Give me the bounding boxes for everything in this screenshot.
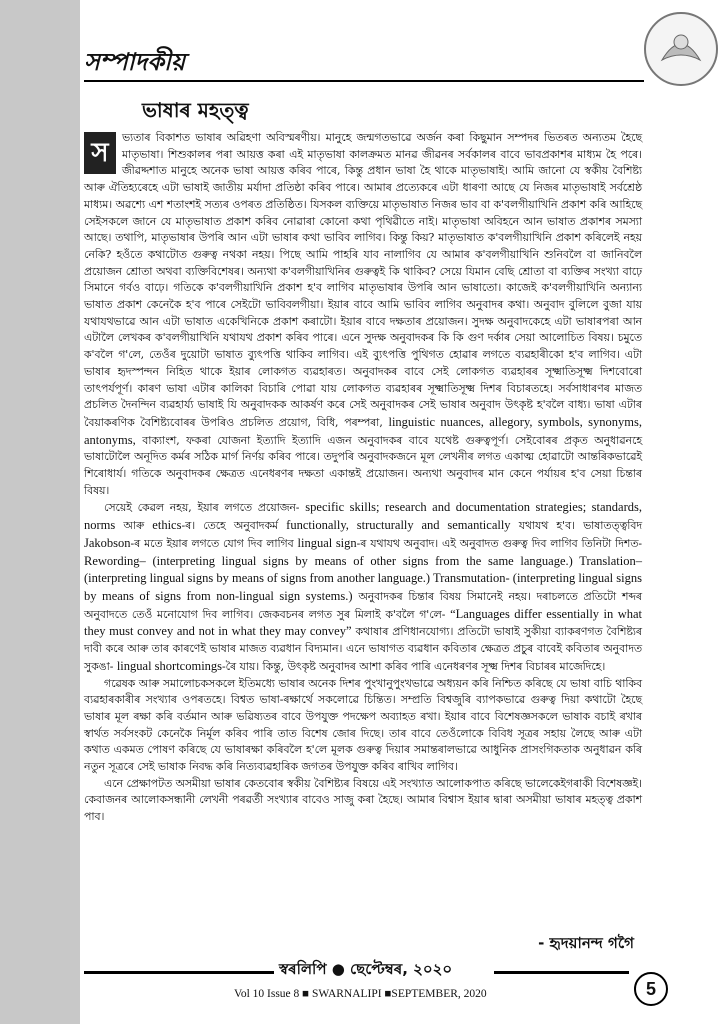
p2-i: -ৰ মতে ইয়াৰ লগতে যোগ দিব লাগিব [130, 536, 294, 550]
header-rule [84, 80, 644, 82]
footer-rule-left [84, 971, 274, 974]
p2-f: functionally, structurally and semantically [286, 518, 511, 533]
footer-issue-line: Vol 10 Issue 8 ■ SWARNALIPI ■SEPTEMBER, 2020 [234, 988, 487, 1000]
paragraph-1-latin: linguistic nuances, allegory, symbols, synonyms, antonyms, [84, 414, 642, 447]
paragraph-3: গৱেষক আৰু সমালোচকসকলে ইতিমধ্যে ভাষাৰ অনেক দিশৰ পুংখানুপুংখভাৱে অধ্যয়ন কৰি নিশ্চিত কৰিছে যে ভাষা বাচি থাকিব ব্যৱহাৰকাৰীৰ সংখ্যাৰ ওপৰতহে। বিশ্বত ভাষা-ৰক্ষাৰ্থে সকলোৱে চিন্তিত। সম্প্ৰতি বিশ্বজুৰি ব্যাপকভাৱে গুৰুত্ব দিয়া কথাটো হৈছে ভাষাৰ মূল ৰক্ষা কৰি বৰ্তমান আৰু ভৱিষ্যতৰ বাবে উপযুক্ত পদক্ষেপ অব্যাহত ৰখা। ইয়াৰ বাবে বিশেষজ্ঞসকলে ভাষাক বচাই ৰখাৰ স্বাৰ্থত সৰ্বসংকট কেনেকৈ নিৰ্মূল কৰিব পাৰি তাত বিশেষ জোৰ দিছে। তাৰ বাবে তেওঁলোকে বিবিধ সূত্ৰৰ সহায় লৈছে আৰু এটা কথাত একমত পোষণ কৰিছে যে ভাষাৰক্ষা কৰিবলৈ হ'লে মূলক গুৰুত্ব দিয়াৰ সমান্তৰালভাৱে আধুনিক প্ৰাসংগিকতাক অনুধাৱন কৰি নতুন সূত্ৰৰে সেই ভাষাক নিবদ্ধ কৰি নিত্যব্যৱহাৰিক জগতৰ উপযুক্ত কৰিব ৰাখিব লাগিব। [84, 676, 642, 774]
drop-cap: স [84, 132, 116, 174]
footer-rule-right [494, 971, 629, 974]
page [84, 0, 724, 1024]
article-title: ভাষাৰ মহত্ত্ব [142, 98, 249, 122]
p2-l: Rewording– (interpreting lingual signs by means of other signs from the same language.) Translation– (interpreting lingual signs by means of signs from another language.) Transmutation- (interpreting lingual signs by means of signs from non-lingual sign systems.) [84, 553, 642, 603]
emblem-icon [642, 10, 720, 88]
page-number: 5 [634, 972, 668, 1006]
p2-p: lingual shortcomings [116, 658, 223, 673]
p2-k: -ৰ যথাযথ অনুবাদ। এই অনুবাদত গুৰুত্ব দিব লাগিব তিনিটা দিশত- [356, 536, 642, 550]
section-title: সম্পাদকীয় [84, 48, 186, 76]
article-body [84, 130, 642, 826]
p2-e: -ৰ। তেহে অনুবাদকৰ্ম [181, 519, 279, 533]
p2-d: ethics [152, 518, 182, 533]
p2-m: অনুবাদকৰ চিন্তাৰ বিষয় সিমানেই নহয়। দৰাচলতে প্ৰতিটো শব্দৰ অনুবাদতে তেওঁ মনোযোগ দিব লাগিব। জেকবচনৰ লগত সুৰ মিলাই ক'বলৈ গ'লে- [84, 589, 642, 621]
paragraph-4: এনে প্ৰেক্ষাপটত অসমীয়া ভাষাৰ কেতবোৰ স্বকীয় বৈশিষ্ট্যৰ বিষয়ে এই সংখ্যাত আলোকপাত কৰিছে ভালেকেইগৰাকী বিশেষজ্ঞই। কেবাজনৰ আলোকসন্ধানী লেখনী পৰৱৰ্তী সংখ্যাৰ বাবেও সাজু কৰা হৈছে। আমাৰ বিশ্বাস ইয়াৰ দ্বাৰা অসমীয়া ভাষাৰ মহত্ত্ব প্ৰকাশ পাব। [84, 776, 642, 824]
p2-c: আৰু [123, 519, 145, 533]
p2-q: -ৰৈ যায়। কিন্তু, উৎকৃষ্ট অনুবাদৰ আশা কৰিব পাৰি এনেধৰণৰ সূক্ষ্ম দিশৰ বিচাৰৰ মাজেদিহে। [222, 659, 606, 673]
paragraph-1-text: ভ্যতাৰ বিকাশত ভাষাৰ অৱিহণা অবিস্মৰণীয়। মানুহে জন্মগতভাৱে অৰ্জন কৰা কিছুমান সম্পদৰ ভিতৰত অন্যতম হৈছে মাতৃভাষা। শিশুকালৰ পৰা আয়ত্ত কৰা এই মাতৃভাষা কালক্ৰমত মানৱ জীৱনৰ সৰ্বকালৰ বাবে ভাবপ্ৰকাশৰ মাধ্যম হৈ পৰে। জীৱদ্দশাত মানুহে অনেক ভাষা আয়ত্ত কৰিব পাৰে, কিন্তু প্ৰধান ভাষা হৈ থাকে মাতৃভাষাই। আমি জানো যে স্বকীয় বৈশিষ্ট্য আৰু ঐতিহ্যৰেহে এটা ভাষাই জাতীয় মৰ্যাদা প্ৰতিষ্ঠা কৰিব পাৰে। আমাৰ প্ৰত্যেকৰে এটা ধাৰণা আছে যে নিজৰ মাতৃভাষাই সৰ্বশ্ৰেষ্ঠ মাধ্যম। অৱশ্যে এশ শতাংশই সত্যৰ ওপৰত প্ৰতিষ্ঠিত। যিসকল ব্যক্তিয়ে মাতৃভাষাত নিজৰ ভাব বা ক'বলগীয়াখিনি প্ৰকাশ কৰি আহিছে সেইসকলে জানে যে মাতৃভাষাত প্ৰকাশ কৰিব নোৱাৰা কোনো কথা পৃথিৱীতে নাই। মাতৃভাষা অবিহনে আন ভাষাত প্ৰকাশৰ সমস্যা আছে। তথাপি, মাতৃভাষাৰ উপৰি আন এটা ভাষাৰ কথা ভাবিব লাগিব। কিন্তু কিয়? মাতৃভাষাত ক'বলগীয়াখিনি প্ৰকাশ কৰিলেই নহয় নেকি? হওঁতে কথাটোত গুৰুত্ব নথকা নহয়। পিছে আমি পাহৰি যাব নালাগিব যে আমাৰ ক'বলগীয়াখিনি শুনিবলৈ বা জানিবলৈ প্ৰয়োজন শ্ৰোতা অথবা ব্যক্তিবিশেষৰ। অন্যথা ক'বলগীয়াখিনিৰ গুৰুত্বই কি থাকিব? সেয়ে যিমান বেছি শ্ৰোতা বা ব্যক্তিৰ সংখ্যা বাঢ়ে সিমানে গৰ্বও বাঢ়ে। গতিকে ক'বলগীয়াখিনি প্ৰকাশ হ'ব লাগিব মাতৃভাষাৰ উপৰি আন ভাষাতো। কাজেই ক'বলগীয়াখিনি অন্যান্য ভাষাত প্ৰকাশ কেনেকৈ হ'ব পাৰে সেইটো ভাবিবলগীয়া। ইয়াৰ বাবে আমি ভাবিব লাগিব অনুবাদৰ কথা। অনুবাদ বুলিলে বুজা যায় যথাযথভাৱে আন এটা ভাষাত একেখিনিকে প্ৰকাশ কৰাটো। ইয়াৰ বাবে দক্ষতাৰ প্ৰয়োজন। সুদক্ষ অনুবাদকেহে এটা ভাষাৰপৰা আন এটালৈ লেখকৰ ক'বলগীয়াখিনি যথাযথ প্ৰকাশ কৰিব পাৰে। এনে সুদক্ষ অনুবাদকৰ কি কি গুণ দৰ্কাৰ সেয়া আলোচিত বিষয়। চমুতে ক'বলৈ গ'লে, তেওঁৰ দুয়োটা ভাষাত ব্যুৎপত্তি থাকিব লাগিব। এই ব্যুৎপত্তি পুথিগত হোৱাৰ লগতে ব্যৱহাৰীকো হ'ব লাগিব। এটা ভাষাৰ হৃদস্পন্দন নিহিত থাকে ইয়াৰ লোকগত ব্যৱহাৰত। অনুবাদকৰ বাবে সেই লোকগত ব্যৱহাৰৰ সূক্ষ্মাতিসূক্ষ্ম দিশবোৰো তাৎপৰ্যপূৰ্ণ। কাৰণ ভাষা এটাৰ কালিকা বিচাৰি পোৱা যায় লোকগত ব্যৱহাৰৰ সূক্ষ্মাতিসূক্ষ্ম দিশৰ বিচাৰতহে। সৰ্বসাধাৰণৰ মাজত প্ৰচলিত দৈনন্দিন ব্যৱহাৰ্য্য ভাষাই যি অনুবাদকক আকৰ্ষণ কৰে সেই অনুবাদকৰ সেই ভাষাৰ অনুবাদ উৎকৃষ্ট হ'বলৈ বাধ্য। ভাষা এটাৰ বৈয়াকৰণিক বৈশিষ্ট্যবোৰৰ উপৰিও প্ৰচলিত প্ৰয়োগ, বিধি, পৰম্পৰা, [84, 131, 642, 429]
footer-magazine-title: স্বৰলিপি ● ছেপ্টেম্বৰ, ২০২০ [279, 960, 453, 978]
paragraph-1-end: বাক্যাংশ, ফকৰা যোজনা ইত্যাদি ইত্যাদি এজন অনুবাদকৰ বাবে যথেষ্ট গুৰুত্বপূৰ্ণ। সেইবোৰৰ প্ৰকৃত অনুধাৱনহে ভাষাটোলৈ অনূদিত কৰ্মৰ সঠিক মাৰ্গ নিৰ্ণয় কৰিব পাৰে। তদুপৰি অনুবাদকজনে মূল লেখনীৰ লগত একাত্ম হোৱাটো আন্তৰিকভাৱেই শিৰোধাৰ্য। গতিকে অনুবাদকৰ ক্ষেত্ৰত এনেধৰণৰ দক্ষতা একান্তই প্ৰয়োজন। অন্যথা অনুবাদৰ মান কেনে পৰ্যায়ৰ হ'ব সেয়া চিন্তাৰ বিষয়। [84, 433, 642, 497]
author-signature: - হৃদয়ানন্দ গগৈ [538, 934, 634, 952]
paragraph-1 [84, 130, 642, 499]
p2-n: “Languages differ essentially in what they must convey and not in what they may convey” [84, 606, 642, 639]
p2-b: specific skills; research and documentation strategies; standards, norms [84, 500, 642, 533]
paragraph-2 [84, 499, 642, 675]
p2-o: কথাষাৰ প্ৰণিধানযোগ্য। প্ৰতিটো ভাষাই সুকীয়া ব্যাকৰণগত বৈশিষ্ট্যৰ দাবী কৰে আৰু তাৰ কাৰণেই ভাষাৰ মাজত ব্যৱধান বিদ্যমান। এনে ভাষাগত ব্যৱধান কবিতাৰ ক্ষেত্ৰত প্ৰচুৰ বাবেই কবিতাৰ অনুবাদত সুকঙা- [84, 625, 643, 673]
p2-j: lingual sign [297, 535, 357, 550]
p2-g: যথাযথ হ'ব। ভাষাতত্ত্ববিদ [518, 519, 642, 533]
p2-h: Jakobson [84, 535, 131, 550]
left-margin-band [0, 0, 80, 1024]
p2-a: সেয়েই কেৱল নহয়, ইয়াৰ লগতে প্ৰয়োজন- [104, 501, 300, 515]
